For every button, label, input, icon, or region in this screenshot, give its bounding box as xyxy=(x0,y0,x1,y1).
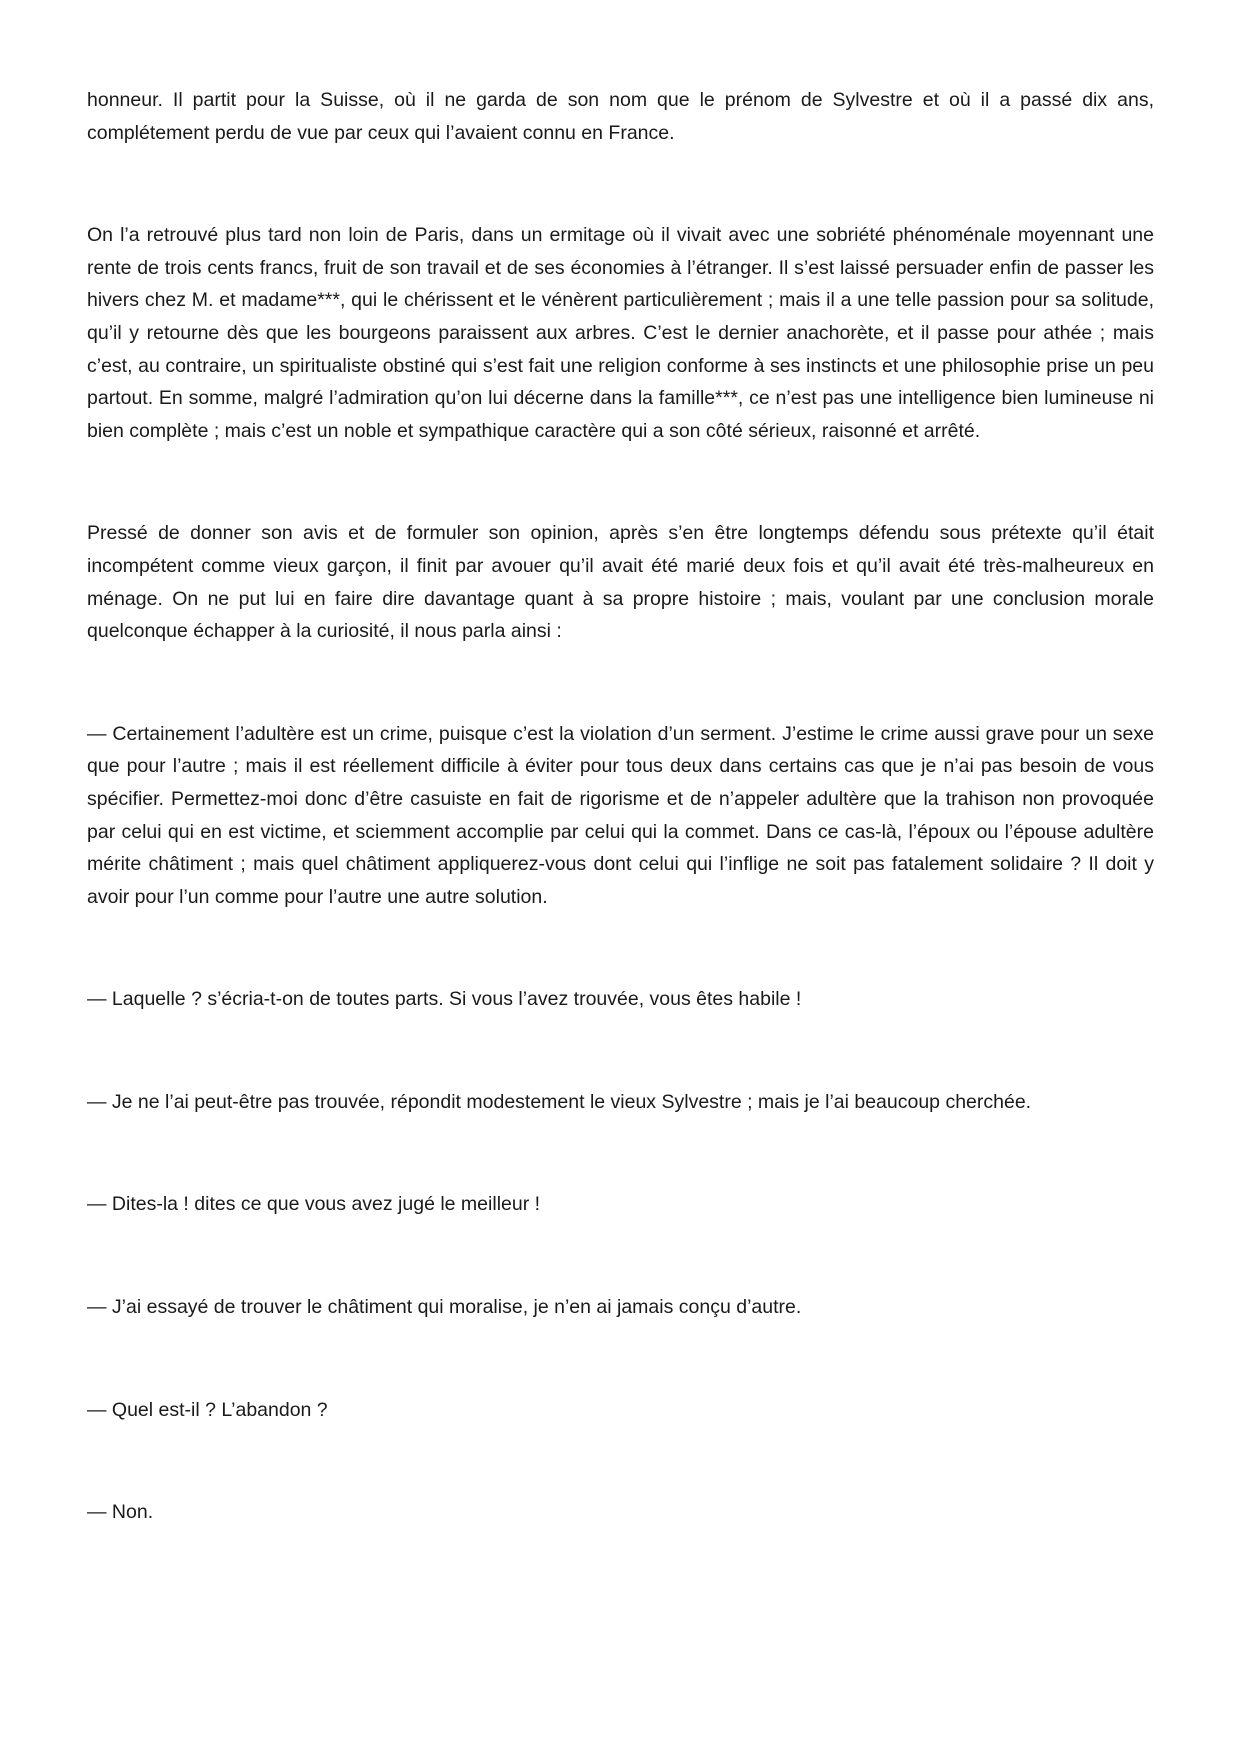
dialogue-line: — J’ai essayé de trouver le châtiment qui moralise, je n’en ai jamais conçu d’autre. xyxy=(87,1296,802,1319)
dialogue-line: — Laquelle ? s’écria-t-on de toutes parts. Si vous l’avez trouvée, vous êtes habile ! xyxy=(87,988,802,1011)
paragraph-4: — Certainement l’adultère est un crime, puisque c’est la violation d’un serment. J’estime le crime aussi grave pour un sexe que pour l’autre ; mais il est réellement difficile à éviter pour tous deux dans certains cas que je n’ai pas besoin de vous spécifier. Permettez-moi donc d’être casuiste en fait de rigorisme et de n’appeler adultère que la trahison non provoquée par celui qui en est victime, et sciemment accomplie par celui qui la commet. Dans ce cas-là, l’époux ou l’épouse adultère mérite châtiment ; mais quel châtiment appliquerez-vous dont celui qui l’inflige ne soit pas fatalement solidaire ? Il doit y avoir pour l’un comme pour l’autre une autre solution. xyxy=(87,722,1154,908)
paragraph-1: honneur. Il partit pour la Suisse, où il ne garda de son nom que le prénom de Sylvestre et où il a passé dix ans, complétement perdu de vue par ceux qui l’avaient connu en France. xyxy=(87,89,1154,144)
paragraph-3: Pressé de donner son avis et de formuler son opinion, après s’en être longtemps défendu sous prétexte qu’il était incompétent comme vieux garçon, il finit par avouer qu’il avait été marié deux fois et qu’il avait été très-malheureux en ménage. On ne put lui en faire dire davantage quant à sa propre histoire ; mais, voulant par une conclusion morale quelconque échapper à la curiosité, il nous parla ainsi : xyxy=(87,522,1154,643)
dialogue-line: — Je ne l’ai peut-être pas trouvée, répondit modestement le vieux Sylvestre ; mais je l’ai beaucoup cherchée. xyxy=(87,1090,1032,1113)
dialogue-line: — Quel est-il ? L’abandon ? xyxy=(87,1398,328,1421)
paragraph-2: On l’a retrouvé plus tard non loin de Paris, dans un ermitage où il vivait avec une sobriété phénoménale moyennant une rente de trois cents francs, fruit de son travail et de ses économies à l’étranger. Il s’est laissé persuader enfin de passer les hivers chez M. et madame***, qui le chérissent et le vénèrent particulièrement ; mais il a une telle passion pour sa solitude, qu’il y retourne dès que les bourgeons paraissent aux arbres. C’est le dernier anachorète, et il passe pour athée ; mais c’est, au contraire, un spiritualiste obstiné qui s’est fait une religion conforme à ses instincts et une philosophie prise un peu partout. En somme, malgré l’admiration qu’on lui décerne dans la famille***, ce n’est pas une intelligence bien lumineuse ni bien complète ; mais c’est un noble et sympathique caractère qui a son côté sérieux, raisonné et arrêté. xyxy=(87,224,1154,442)
dialogue-line: — Non. xyxy=(87,1501,154,1524)
document-page xyxy=(87,84,1154,1529)
dialogue-line: — Dites-la ! dites ce que vous avez jugé le meilleur ! xyxy=(87,1193,541,1216)
